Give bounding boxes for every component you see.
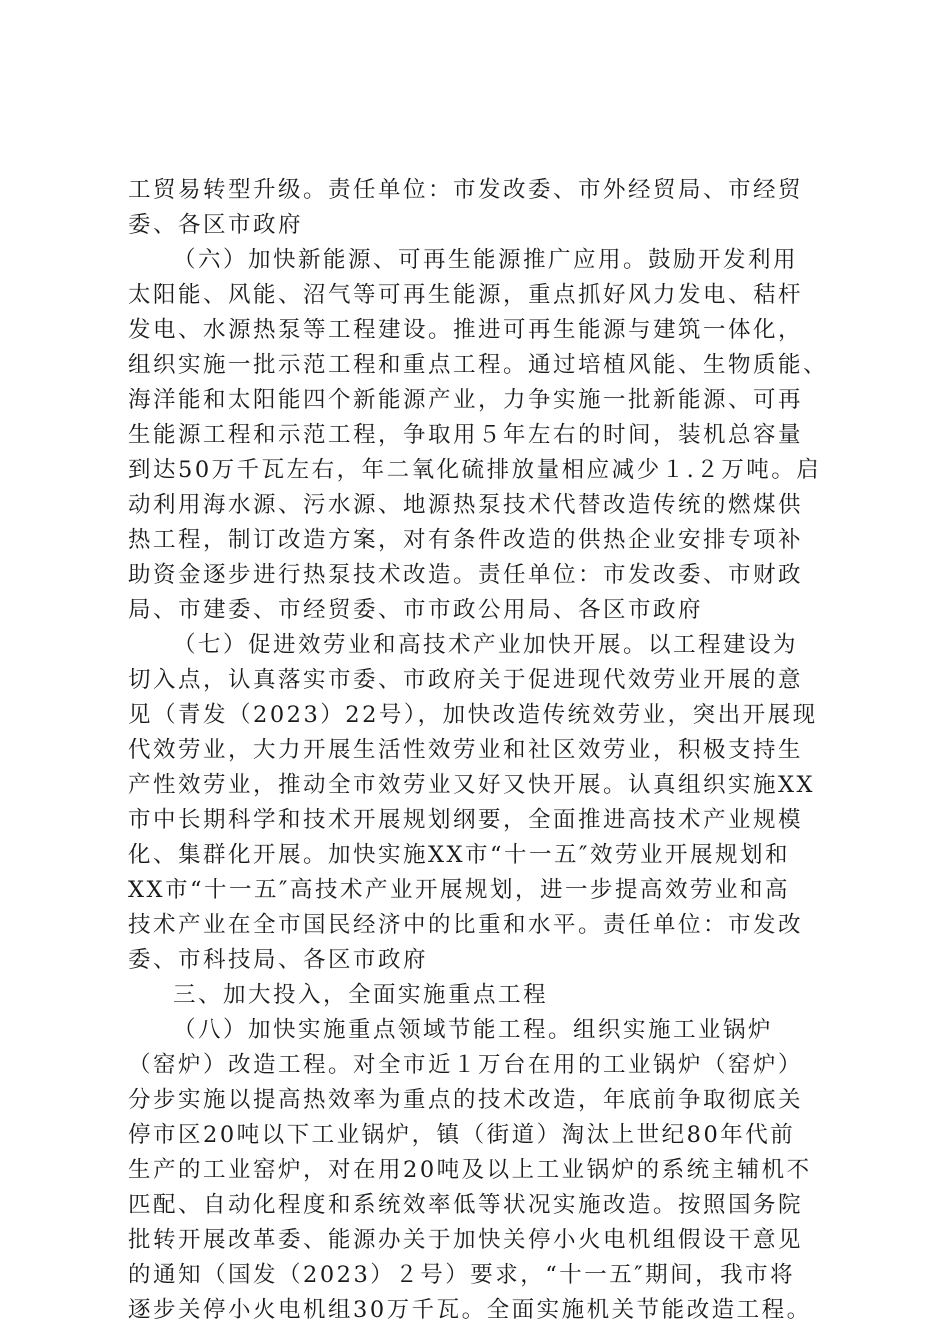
text-line: 动利用海水源、污水源、地源热泵技术代替改造传统的燃煤供 xyxy=(128,492,804,518)
text-line: 产性效劳业，推动全市效劳业又好又快开展。认真组织实施XX xyxy=(128,772,816,798)
text-line: XX市“十一五″高技术产业开展规划，进一步提高效劳业和高 xyxy=(128,877,790,903)
document-body xyxy=(128,173,828,1328)
text-line: （八）加快实施重点领域节能工程。组织实施工业锅炉 xyxy=(173,1017,774,1043)
text-line: 代效劳业，大力开展生活性效劳业和社区效劳业，积极支持生 xyxy=(128,737,804,763)
text-line: 的通知（国发（2023）２号）要求，“十一五″期间，我市将 xyxy=(128,1262,796,1288)
text-line: 太阳能、风能、沼气等可再生能源，重点抓好风力发电、秸杆 xyxy=(128,282,804,308)
text-line: 组织实施一批示范工程和重点工程。通过培植风能、生物质能、 xyxy=(128,352,829,378)
text-line: 技术产业在全市国民经济中的比重和水平。责任单位：市发改 xyxy=(128,912,804,938)
text-line: 生能源工程和示范工程，争取用５年左右的时间，装机总容量 xyxy=(128,422,804,448)
section-heading xyxy=(128,978,828,1013)
text-line: 委、各区市政府 xyxy=(128,212,304,238)
paragraph-3 xyxy=(128,628,828,978)
text-line: 化、集群化开展。加快实施XX市“十一五″效劳业开展规划和 xyxy=(128,842,790,868)
text-line: 切入点，认真落实市委、市政府关于促进现代效劳业开展的意 xyxy=(128,667,804,693)
text-line: 委、市科技局、各区市政府 xyxy=(128,947,429,973)
text-line: 市中长期科学和技术开展规划纲要，全面推进高技术产业规模 xyxy=(128,807,804,833)
text-line: 热工程，制订改造方案，对有条件改造的供热企业安排专项补 xyxy=(128,527,804,553)
text-line: 逐步关停小火电机组30万千瓦。全面实施机关节能改造工程。 xyxy=(128,1297,812,1323)
text-line: 三、加大投入，全面实施重点工程 xyxy=(173,982,549,1008)
paragraph-5 xyxy=(128,1013,828,1328)
text-line: 批转开展改革委、能源办关于加快关停小火电机组假设干意见 xyxy=(128,1227,804,1253)
text-line: （七）促进效劳业和高技术产业加快开展。以工程建设为 xyxy=(173,632,799,658)
text-line: 海洋能和太阳能四个新能源产业，力争实施一批新能源、可再 xyxy=(128,387,804,413)
text-line: 局、市建委、市经贸委、市市政公用局、各区市政府 xyxy=(128,597,704,623)
text-line: 停市区20吨以下工业锅炉，镇（街道）淘汰上世纪80年代前 xyxy=(128,1122,796,1148)
text-line: 工贸易转型升级。责任单位：市发改委、市外经贸局、市经贸 xyxy=(128,177,804,203)
text-line: （六）加快新能源、可再生能源推广应用。鼓励开发利用 xyxy=(173,247,799,273)
text-line: 到达50万千瓦左右，年二氧化硫排放量相应减少１.２万吨。启 xyxy=(128,457,822,483)
text-line: （窑炉）改造工程。对全市近１万台在用的工业锅炉（窑炉） xyxy=(128,1052,804,1078)
text-line: 匹配、自动化程度和系统效率低等状况实施改造。按照国务院 xyxy=(128,1192,804,1218)
text-line: 分步实施以提高热效率为重点的技术改造，年底前争取彻底关 xyxy=(128,1087,804,1113)
paragraph-2 xyxy=(128,243,828,628)
text-line: 发电、水源热泵等工程建设。推进可再生能源与建筑一体化， xyxy=(128,317,804,343)
text-line: 见（青发（2023）22号），加快改造传统效劳业，突出开展现 xyxy=(128,702,818,728)
text-line: 助资金逐步进行热泵技术改造。责任单位：市发改委、市财政 xyxy=(128,562,804,588)
paragraph-1 xyxy=(128,173,828,243)
text-line: 生产的工业窑炉，对在用20吨及以上工业锅炉的系统主辅机不 xyxy=(128,1157,812,1183)
